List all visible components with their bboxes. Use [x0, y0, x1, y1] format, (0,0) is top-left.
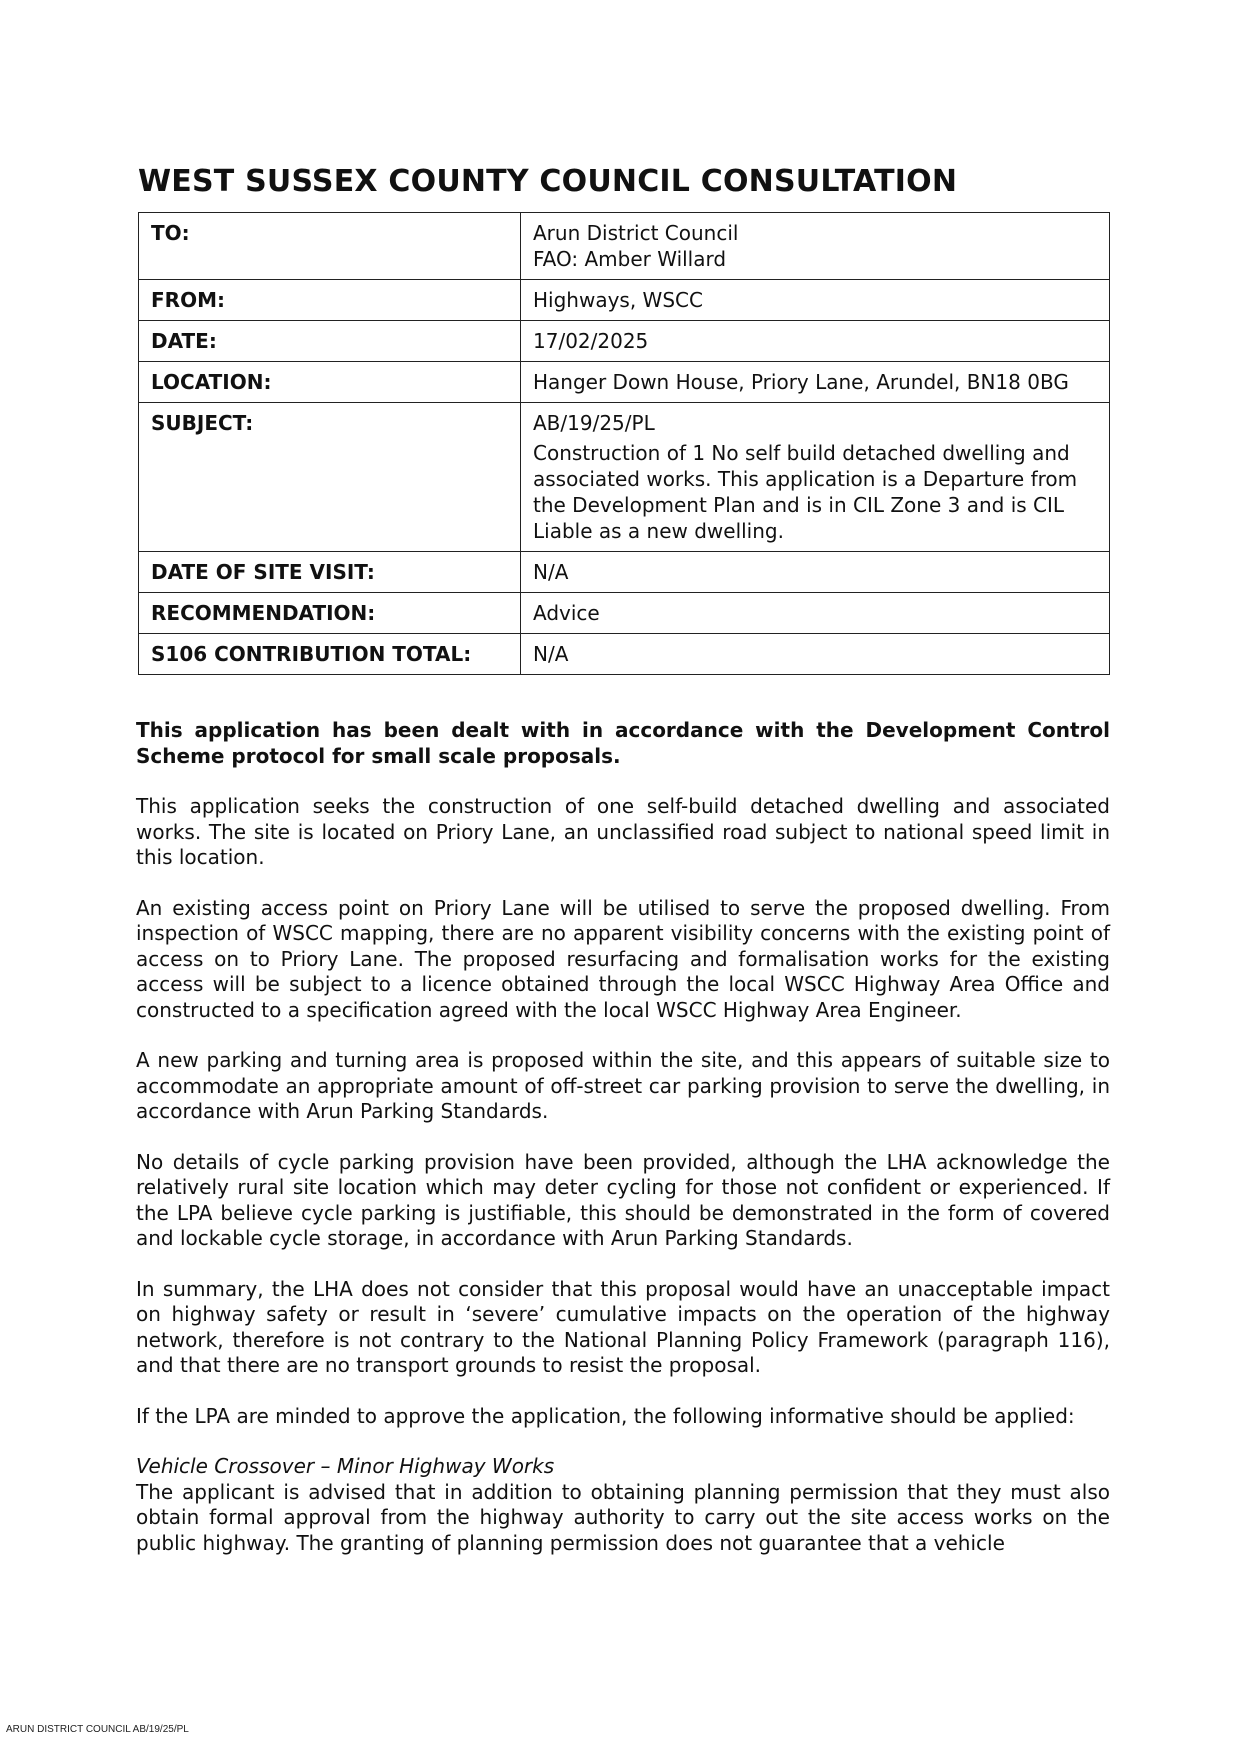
table-row [139, 403, 1110, 552]
document-title: WEST SUSSEX COUNTY COUNCIL CONSULTATION [138, 164, 958, 199]
value-line: N/A [533, 560, 569, 584]
row-value-s106 [521, 634, 1110, 675]
body-paragraph: This application seeks the construction of one self-build detached dwelling and associated works. The site is located on Priory Lane, an unclassified road subject to national speed limit in this location. [136, 794, 1110, 869]
row-label-date: DATE: [139, 321, 521, 362]
value-line: Highways, WSCC [533, 288, 703, 312]
body-paragraph: If the LPA are minded to approve the application, the following informative should be applied: [136, 1403, 1075, 1428]
table-row [139, 634, 1110, 675]
value-line: Advice [533, 601, 600, 625]
row-label-location: LOCATION: [139, 362, 521, 403]
consultation-table [138, 212, 1110, 675]
value-line: Construction of 1 No self build detached dwelling and associated works. This application is a Departure from the Development Plan and is in CIL Zone 3 and is CIL Liable as a new dwelling. [533, 441, 1078, 543]
informative-section [136, 1454, 1110, 1556]
value-line: Hanger Down House, Priory Lane, Arundel, BN18 0BG [533, 370, 1069, 394]
body-paragraph: In summary, the LHA does not consider that this proposal would have an unacceptable impact on highway safety or result in ‘severe’ cumulative impacts on the operation of the highway network, therefore is not contrary to the National Planning Policy Framework (paragraph 116), and that there are no transport grounds to resist the proposal. [136, 1276, 1110, 1377]
row-label-s106: S106 CONTRIBUTION TOTAL: [139, 634, 521, 675]
row-value-recommendation [521, 593, 1110, 634]
table-row [139, 362, 1110, 403]
value-line: N/A [533, 642, 569, 666]
value-line: AB/19/25/PL [533, 411, 655, 435]
row-value-date [521, 321, 1110, 362]
protocol-statement: This application has been dealt with in accordance with the Development Control Scheme protocol for small scale proposals. [136, 718, 1110, 768]
row-value-site-visit [521, 552, 1110, 593]
row-value-to [521, 213, 1110, 280]
row-value-from [521, 280, 1110, 321]
body-paragraph: No details of cycle parking provision have been provided, although the LHA acknowledge the relatively rural site location which may deter cycling for those not confident or experienced. If the LPA believe cycle parking is justifiable, this should be demonstrated in the form of covered and lockable cycle storage, in accordance with Arun Parking Standards. [136, 1149, 1110, 1250]
table-row [139, 552, 1110, 593]
row-value-subject [521, 403, 1110, 552]
value-line: FAO: Amber Willard [533, 247, 727, 271]
row-label-site-visit: DATE OF SITE VISIT: [139, 552, 521, 593]
table-row [139, 593, 1110, 634]
value-line: Arun District Council [533, 221, 739, 245]
row-value-location [521, 362, 1110, 403]
row-label-subject: SUBJECT: [139, 403, 521, 552]
table-row [139, 280, 1110, 321]
table-row [139, 213, 1110, 280]
informative-text: The applicant is advised that in addition to obtaining planning permission that they must also obtain formal approval from the highway authority to carry out the site access works on the public highway. The granting of planning permission does not guarantee that a vehicle [136, 1479, 1110, 1555]
document-body [136, 718, 1110, 1581]
informative-heading: Vehicle Crossover – Minor Highway Works [136, 1454, 555, 1478]
row-label-from: FROM: [139, 280, 521, 321]
row-label-recommendation: RECOMMENDATION: [139, 593, 521, 634]
value-line: 17/02/2025 [533, 329, 649, 353]
page-footer: ARUN DISTRICT COUNCIL AB/19/25/PL [6, 1724, 189, 1735]
row-label-to: TO: [139, 213, 521, 280]
body-paragraph: An existing access point on Priory Lane will be utilised to serve the proposed dwelling. From inspection of WSCC mapping, there are no apparent visibility concerns with the existing point of access on to Priory Lane. The proposed resurfacing and formalisation works for the existing access will be subject to a licence obtained through the local WSCC Highway Area Office and constructed to a specification agreed with the local WSCC Highway Area Engineer. [136, 895, 1110, 1022]
body-paragraph: A new parking and turning area is proposed within the site, and this appears of suitable size to accommodate an appropriate amount of off-street car parking provision to serve the dwelling, in accordance with Arun Parking Standards. [136, 1048, 1110, 1123]
table-row [139, 321, 1110, 362]
